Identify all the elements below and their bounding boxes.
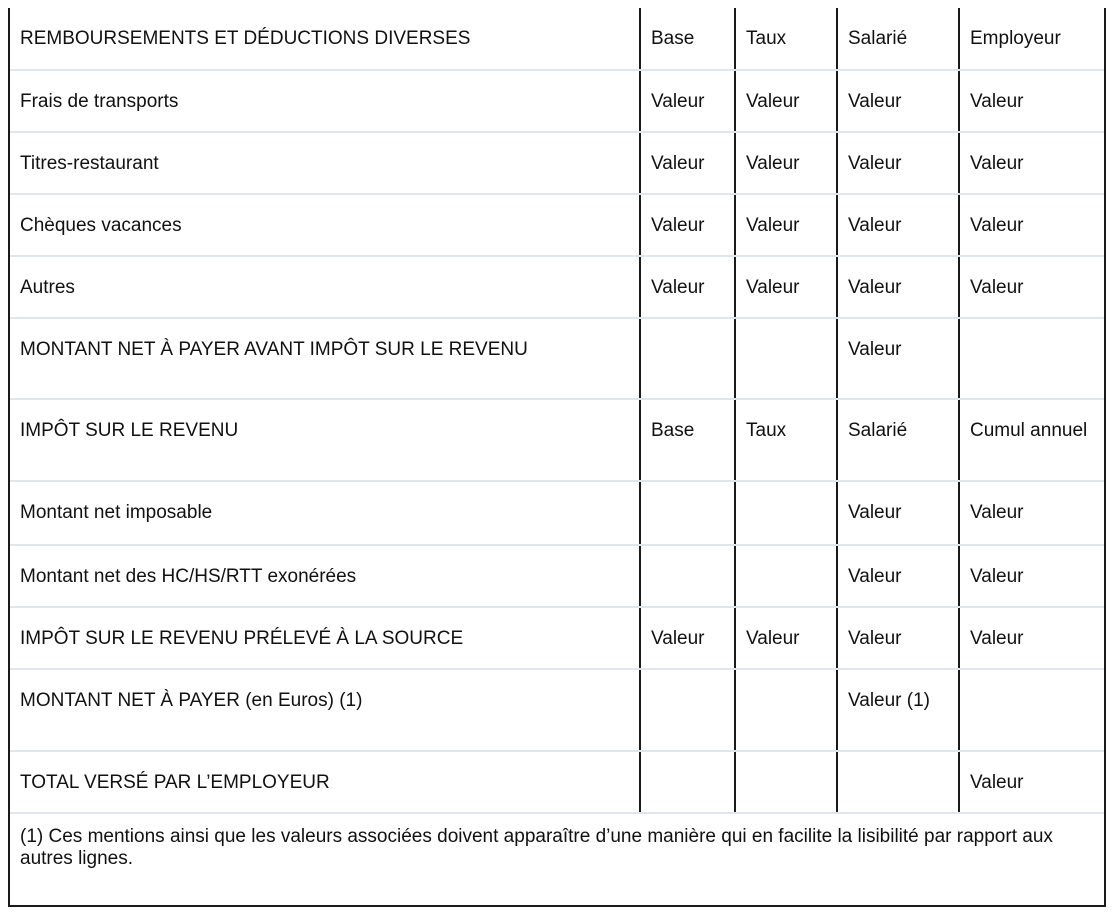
row-label: Frais de transports — [10, 70, 640, 132]
row-label: Montant net des HC/HS/RTT exonérées — [10, 545, 640, 607]
table-row — [10, 132, 1104, 194]
row-label: Chèques vacances — [10, 194, 640, 256]
table-row — [10, 545, 1104, 607]
table-row — [10, 481, 1104, 545]
cell-taux — [735, 751, 837, 813]
row-label: Titres-restaurant — [10, 132, 640, 194]
header-label: REMBOURSEMENTS ET DÉDUCTIONS DIVERSES — [10, 8, 640, 70]
cell-employeur: Valeur — [959, 256, 1104, 318]
cell-base — [640, 318, 735, 399]
cell-employeur — [959, 669, 1104, 751]
table-row — [10, 751, 1104, 813]
table-row — [10, 318, 1104, 399]
cell-base: Valeur — [640, 607, 735, 669]
cell-base: Valeur — [640, 70, 735, 132]
cell-base: Valeur — [640, 256, 735, 318]
table-subheader-row — [10, 399, 1104, 481]
row-label: IMPÔT SUR LE REVENU — [10, 399, 640, 481]
payslip-sheet — [8, 8, 1106, 907]
cell-base — [640, 751, 735, 813]
cell-salarie: Valeur — [837, 607, 959, 669]
cell-taux — [735, 545, 837, 607]
header-taux: Taux — [735, 8, 837, 70]
cell-salarie: Valeur — [837, 545, 959, 607]
cell-employeur: Valeur — [959, 751, 1104, 813]
cell-salarie: Valeur (1) — [837, 669, 959, 751]
cell-taux: Valeur — [735, 607, 837, 669]
cell-salarie — [837, 751, 959, 813]
cell-salarie: Valeur — [837, 70, 959, 132]
row-label: Autres — [10, 256, 640, 318]
cell-salarie: Salarié — [837, 399, 959, 481]
cell-base: Base — [640, 399, 735, 481]
header-base: Base — [640, 8, 735, 70]
cell-taux — [735, 318, 837, 399]
row-label: MONTANT NET À PAYER AVANT IMPÔT SUR LE REVENU — [10, 318, 640, 399]
cell-base — [640, 481, 735, 545]
table-row — [10, 669, 1104, 751]
cell-salarie: Valeur — [837, 318, 959, 399]
cell-salarie: Valeur — [837, 481, 959, 545]
cell-base — [640, 545, 735, 607]
row-label: IMPÔT SUR LE REVENU PRÉLEVÉ À LA SOURCE — [10, 607, 640, 669]
payslip-table — [10, 8, 1104, 814]
footnote: (1) Ces mentions ainsi que les valeurs associées doivent apparaître d’une manière qui en facilite la lisibilité par rapport aux autres lignes. — [20, 826, 1053, 869]
table-row — [10, 256, 1104, 318]
cell-salarie: Valeur — [837, 256, 959, 318]
cell-employeur: Valeur — [959, 607, 1104, 669]
cell-salarie: Valeur — [837, 194, 959, 256]
table-row — [10, 194, 1104, 256]
table-row — [10, 70, 1104, 132]
cell-employeur: Valeur — [959, 132, 1104, 194]
cell-taux — [735, 669, 837, 751]
cell-salarie: Valeur — [837, 132, 959, 194]
table-header-row — [10, 8, 1104, 70]
cell-employeur: Cumul annuel — [959, 399, 1104, 481]
header-employeur: Employeur — [959, 8, 1104, 70]
table-row — [10, 607, 1104, 669]
row-label: TOTAL VERSÉ PAR L’EMPLOYEUR — [10, 751, 640, 813]
cell-taux: Valeur — [735, 132, 837, 194]
cell-base: Valeur — [640, 194, 735, 256]
cell-taux: Valeur — [735, 70, 837, 132]
row-label: MONTANT NET À PAYER (en Euros) (1) — [10, 669, 640, 751]
cell-base — [640, 669, 735, 751]
cell-employeur: Valeur — [959, 481, 1104, 545]
row-label: Montant net imposable — [10, 481, 640, 545]
cell-taux: Valeur — [735, 194, 837, 256]
cell-taux: Taux — [735, 399, 837, 481]
cell-taux: Valeur — [735, 256, 837, 318]
cell-employeur: Valeur — [959, 70, 1104, 132]
header-salarie: Salarié — [837, 8, 959, 70]
cell-taux — [735, 481, 837, 545]
cell-employeur — [959, 318, 1104, 399]
cell-base: Valeur — [640, 132, 735, 194]
cell-employeur: Valeur — [959, 545, 1104, 607]
cell-employeur: Valeur — [959, 194, 1104, 256]
